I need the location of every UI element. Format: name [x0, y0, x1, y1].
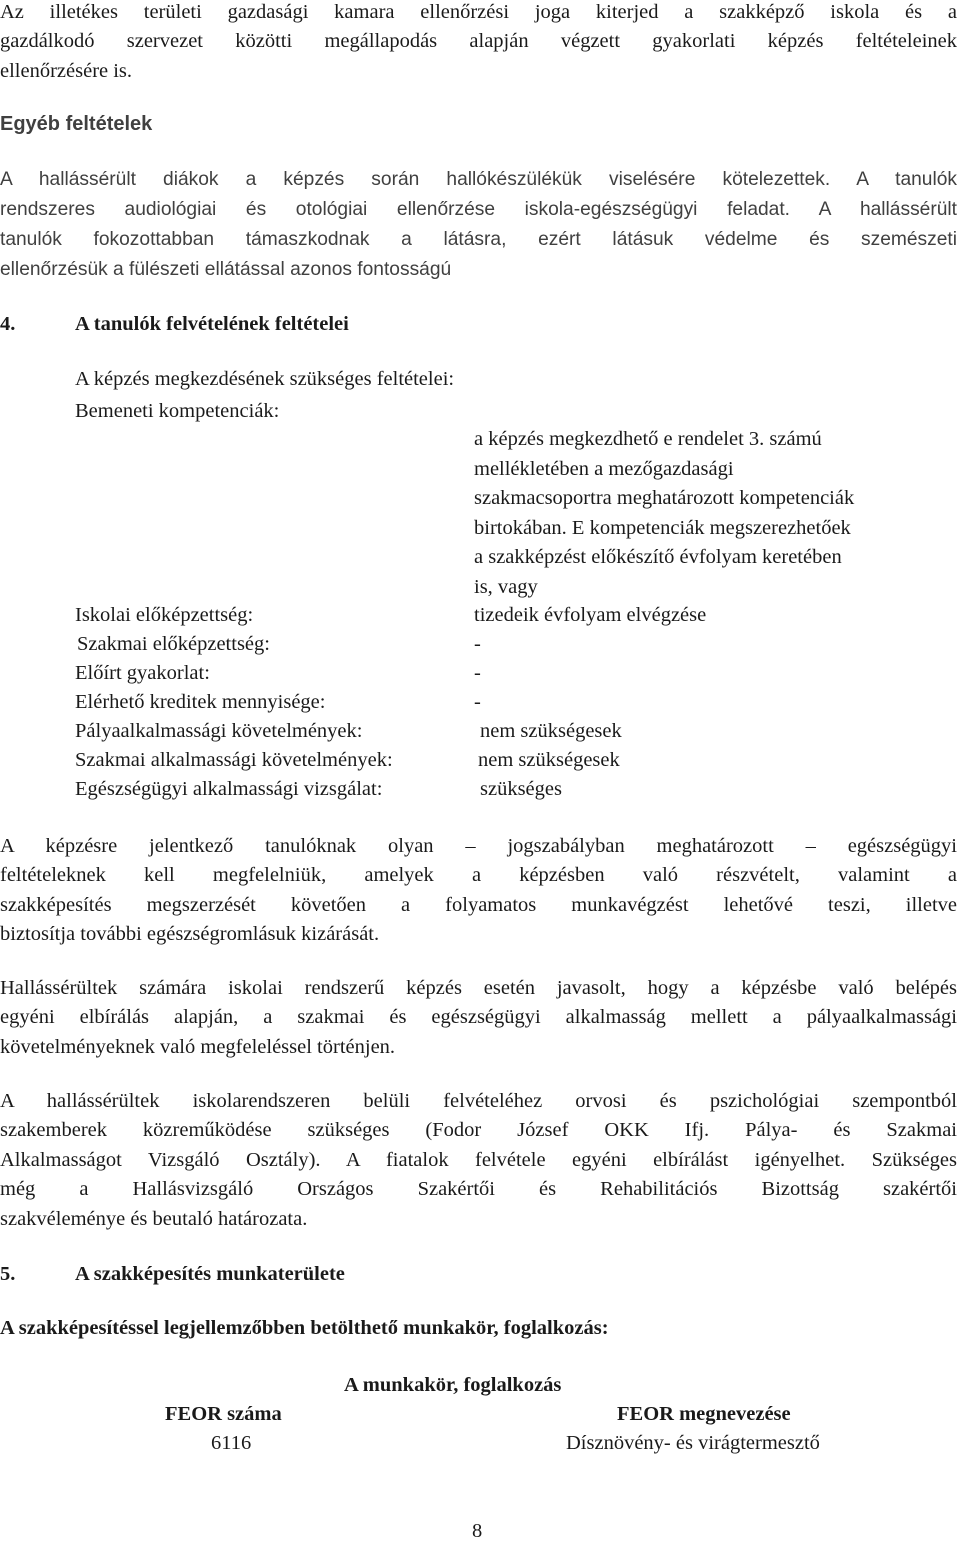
admission-paragraph [0, 1087, 957, 1234]
section-4-title: A tanulók felvételének feltételei [75, 313, 349, 335]
feor-code-header: FEOR száma [165, 1403, 282, 1425]
requirement-value: szükséges [480, 778, 562, 800]
page-number: 8 [472, 1520, 483, 1542]
requirement-label: Szakmai előképzettség: [77, 633, 270, 655]
section-4-subtitle: A képzés megkezdésének szükséges feltételei: [75, 368, 455, 390]
text-line: ellenőrzésére is. [0, 59, 133, 82]
feor-name-header: FEOR megnevezése [617, 1403, 791, 1425]
text-line: ellenőrzésük a fülészeti ellátással azonos fontosságú [0, 259, 452, 280]
other-conditions-paragraph [0, 165, 957, 285]
section-5-subheading: A szakképesítéssel legjellemzőbben betölthető munkakör, foglalkozás: [0, 1317, 609, 1339]
text-line: szakképesítés megszerzését követően a folyamatos munkavégzést lehetővé teszi, illetve [0, 893, 957, 916]
entry-competence-label: Bemeneti kompetenciák: [75, 400, 280, 422]
text-line: birtokában. E kompetenciák megszerezhetőek [474, 516, 851, 539]
requirement-label: Előírt gyakorlat: [75, 662, 210, 684]
text-line: szakemberek közreműködése szükséges (Fodor József OKK Ifj. Pálya- és Szakmai [0, 1119, 957, 1142]
text-line: A hallássérült diákok a képzés során hallókészülékük viselésére kötelezettek. A tanulók [0, 169, 957, 190]
requirement-label: Szakmai alkalmassági követelmények: [75, 749, 393, 771]
requirement-label: Iskolai előképzettség: [75, 604, 254, 626]
requirement-value: - [474, 633, 481, 655]
text-line: A képzésre jelentkező tanulóknak olyan – jogszabályban meghatározott – egészségügyi [0, 835, 957, 857]
requirement-label: Elérhető kreditek mennyisége: [75, 691, 326, 713]
requirement-value: - [474, 691, 481, 713]
text-line: A hallássérültek iskolarendszeren belüli felvételéhez orvosi és pszichológiai szempontból [0, 1090, 957, 1112]
text-line: Alkalmasságot Vizsgáló Osztály). A fiatalok felvétele egyéni elbírálást igényelhet. Szükséges [0, 1148, 957, 1171]
text-line: gazdálkodó szervezet közötti megállapodás alapján végzett gyakorlati képzés feltételeinek [0, 30, 957, 53]
text-line: Hallássérültek számára iskolai rendszerű képzés esetén javasolt, hogy a képzésbe való belépés [0, 977, 957, 999]
occupation-table-caption: A munkakör, foglalkozás [344, 1374, 562, 1396]
text-line: egyéni elbírálás alapján, a szakmai és egészségügyi alkalmasság mellett a pályaalkalmassági [0, 1006, 957, 1029]
text-line: szakvéleménye és beutaló határozata. [0, 1207, 308, 1230]
text-line: követelményeknek való megfeleléssel történjen. [0, 1035, 396, 1058]
text-line: tanulók fokozottabban támaszkodnak a látásra, ezért látásuk védelme és szemészeti [0, 229, 957, 250]
health-paragraph [0, 832, 957, 950]
other-conditions-heading: Egyéb feltételek [0, 113, 153, 135]
text-line: rendszeres audiológiai és otológiai ellenőrzése iskola-egészségügyi feladat. A hallássérült [0, 199, 957, 220]
text-line: mellékletében a mezőgazdasági [474, 457, 734, 480]
text-line: biztosítja további egészségromlásuk kizárását. [0, 923, 380, 946]
section-4-number: 4. [0, 313, 16, 335]
text-line: a képzés megkezdhető e rendelet 3. számú [474, 428, 822, 450]
requirement-label: Pályaalkalmassági követelmények: [75, 720, 363, 742]
requirement-label: Egészségügyi alkalmassági vizsgálat: [75, 778, 383, 800]
section-5-title: A szakképesítés munkaterülete [75, 1263, 345, 1285]
feor-code-cell: 6116 [211, 1432, 252, 1454]
feor-name-cell: Dísznövény- és virágtermesztő [566, 1432, 820, 1454]
requirement-value: nem szükségesek [478, 749, 620, 771]
requirement-value: nem szükségesek [480, 720, 622, 742]
requirement-value: tizedeik évfolyam elvégzése [474, 604, 707, 626]
entry-competence-value [474, 425, 854, 602]
text-line: még a Hallásvizsgáló Országos Szakértői és Rehabilitációs Bizottság szakértői [0, 1178, 957, 1201]
text-line: is, vagy [474, 575, 538, 598]
text-line: a szakképzést előkészítő évfolyam keretében [474, 546, 842, 568]
intro-paragraph [0, 0, 957, 86]
hearing-paragraph [0, 974, 957, 1062]
text-line: szakmacsoportra meghatározott kompetenciák [474, 487, 855, 509]
requirement-value: - [474, 662, 481, 684]
text-line: feltételeknek kell megfelelniük, amelyek a képzésben való részvételt, valamint a [0, 864, 957, 887]
section-5-number: 5. [0, 1263, 16, 1285]
text-line: Az illetékes területi gazdasági kamara ellenőrzési joga kiterjed a szakképző iskola és a [0, 1, 957, 23]
